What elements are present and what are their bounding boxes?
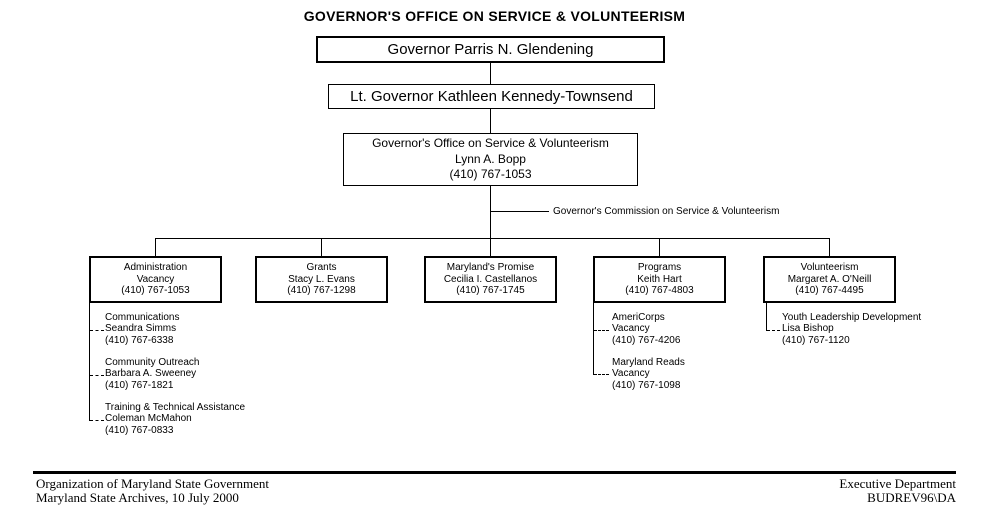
connector-line [155,238,830,239]
unit-person: Barbara A. Sweeney [105,368,197,380]
connector-line [89,303,90,421]
unit-maryland-reads [612,357,685,391]
lt-governor-label: Lt. Governor Kathleen Kennedy-Townsend [350,87,633,105]
unit-youth-leadership-development [782,312,921,346]
connector-line [766,303,767,331]
unit-person: Coleman McMahon [105,413,192,425]
connector-line [659,238,660,256]
dept-phone: (410) 767-1053 [121,285,190,297]
connector-line [490,109,491,133]
connector-stub [90,375,104,376]
footer-right [839,477,956,504]
unit-person: Vacancy [612,368,650,380]
governor-label: Governor Parris N. Glendening [387,40,594,58]
footer-left [36,477,269,504]
dept-name: Grants [306,262,337,274]
dept-phone: (410) 767-1745 [456,285,525,297]
dept-phone: (410) 767-1298 [287,285,356,297]
footer-archives-date: Maryland State Archives, 10 July 2000 [36,489,239,505]
connector-line [593,303,594,375]
dept-person: Margaret A. O'Neill [787,273,872,285]
connector-line [491,211,549,212]
unit-person: Seandra Simms [105,323,177,335]
unit-community-outreach [105,357,199,391]
unit-phone: (410) 767-1098 [612,379,681,391]
dept-name: Administration [123,262,188,274]
dept-person: Cecilia I. Castellanos [443,273,538,285]
dept-phone: (410) 767-4495 [795,285,864,297]
footer-rule [33,471,956,474]
dept-name: Maryland's Promise [446,262,535,274]
unit-name: AmeriCorps [612,312,665,323]
office-name: Governor's Office on Service & Volunteerism [372,136,609,151]
dept-phone: (410) 767-4803 [625,285,694,297]
governor-box [316,36,665,63]
unit-name: Maryland Reads [612,357,685,368]
connector-line [155,238,156,256]
dept-name: Programs [637,262,682,274]
dept-box-grants [255,256,388,303]
commission-label: Governor's Commission on Service & Volunteerism [553,206,780,217]
lt-governor-box [328,84,655,109]
connector-line [490,238,491,256]
unit-name: Training & Technical Assistance [105,402,246,413]
unit-name: Community Outreach [105,357,200,368]
page-title: GOVERNOR'S OFFICE ON SERVICE & VOLUNTEERISM [303,8,686,24]
unit-phone: (410) 767-1821 [105,379,174,391]
unit-person: Vacancy [612,323,650,335]
unit-phone: (410) 767-6338 [105,334,174,346]
dept-person: Keith Hart [637,273,682,285]
dept-box-administration [89,256,222,303]
connector-line [829,238,830,256]
footer-source: Organization of Maryland State Government [36,476,269,491]
office-phone: (410) 767-1053 [449,167,532,182]
unit-person: Lisa Bishop [782,323,834,335]
connector-line [321,238,322,256]
connector-line [490,63,491,84]
unit-phone: (410) 767-0833 [105,424,174,436]
footer-department: Executive Department [839,476,956,491]
connector-line [490,186,491,238]
office-box [343,133,638,186]
unit-phone: (410) 767-1120 [782,334,850,346]
unit-americorps [612,312,680,346]
unit-name: Youth Leadership Development [782,312,922,323]
connector-stub [90,420,104,421]
dept-box-programs [593,256,726,303]
connector-stub [594,330,609,331]
unit-phone: (410) 767-4206 [612,334,681,346]
dept-box-volunteerism [763,256,896,303]
unit-name: Communications [105,312,180,323]
connector-stub [767,330,780,331]
connector-stub [90,330,104,331]
connector-stub [594,374,609,375]
dept-person: Vacancy [136,273,175,285]
footer-document-id: BUDREV96\DA [867,489,956,505]
unit-training-technical-assistance [105,402,245,436]
unit-communications [105,312,179,346]
office-person: Lynn A. Bopp [455,151,526,166]
dept-box-marylands-promise [424,256,557,303]
dept-person: Stacy L. Evans [288,273,355,285]
dept-name: Volunteerism [800,262,859,274]
